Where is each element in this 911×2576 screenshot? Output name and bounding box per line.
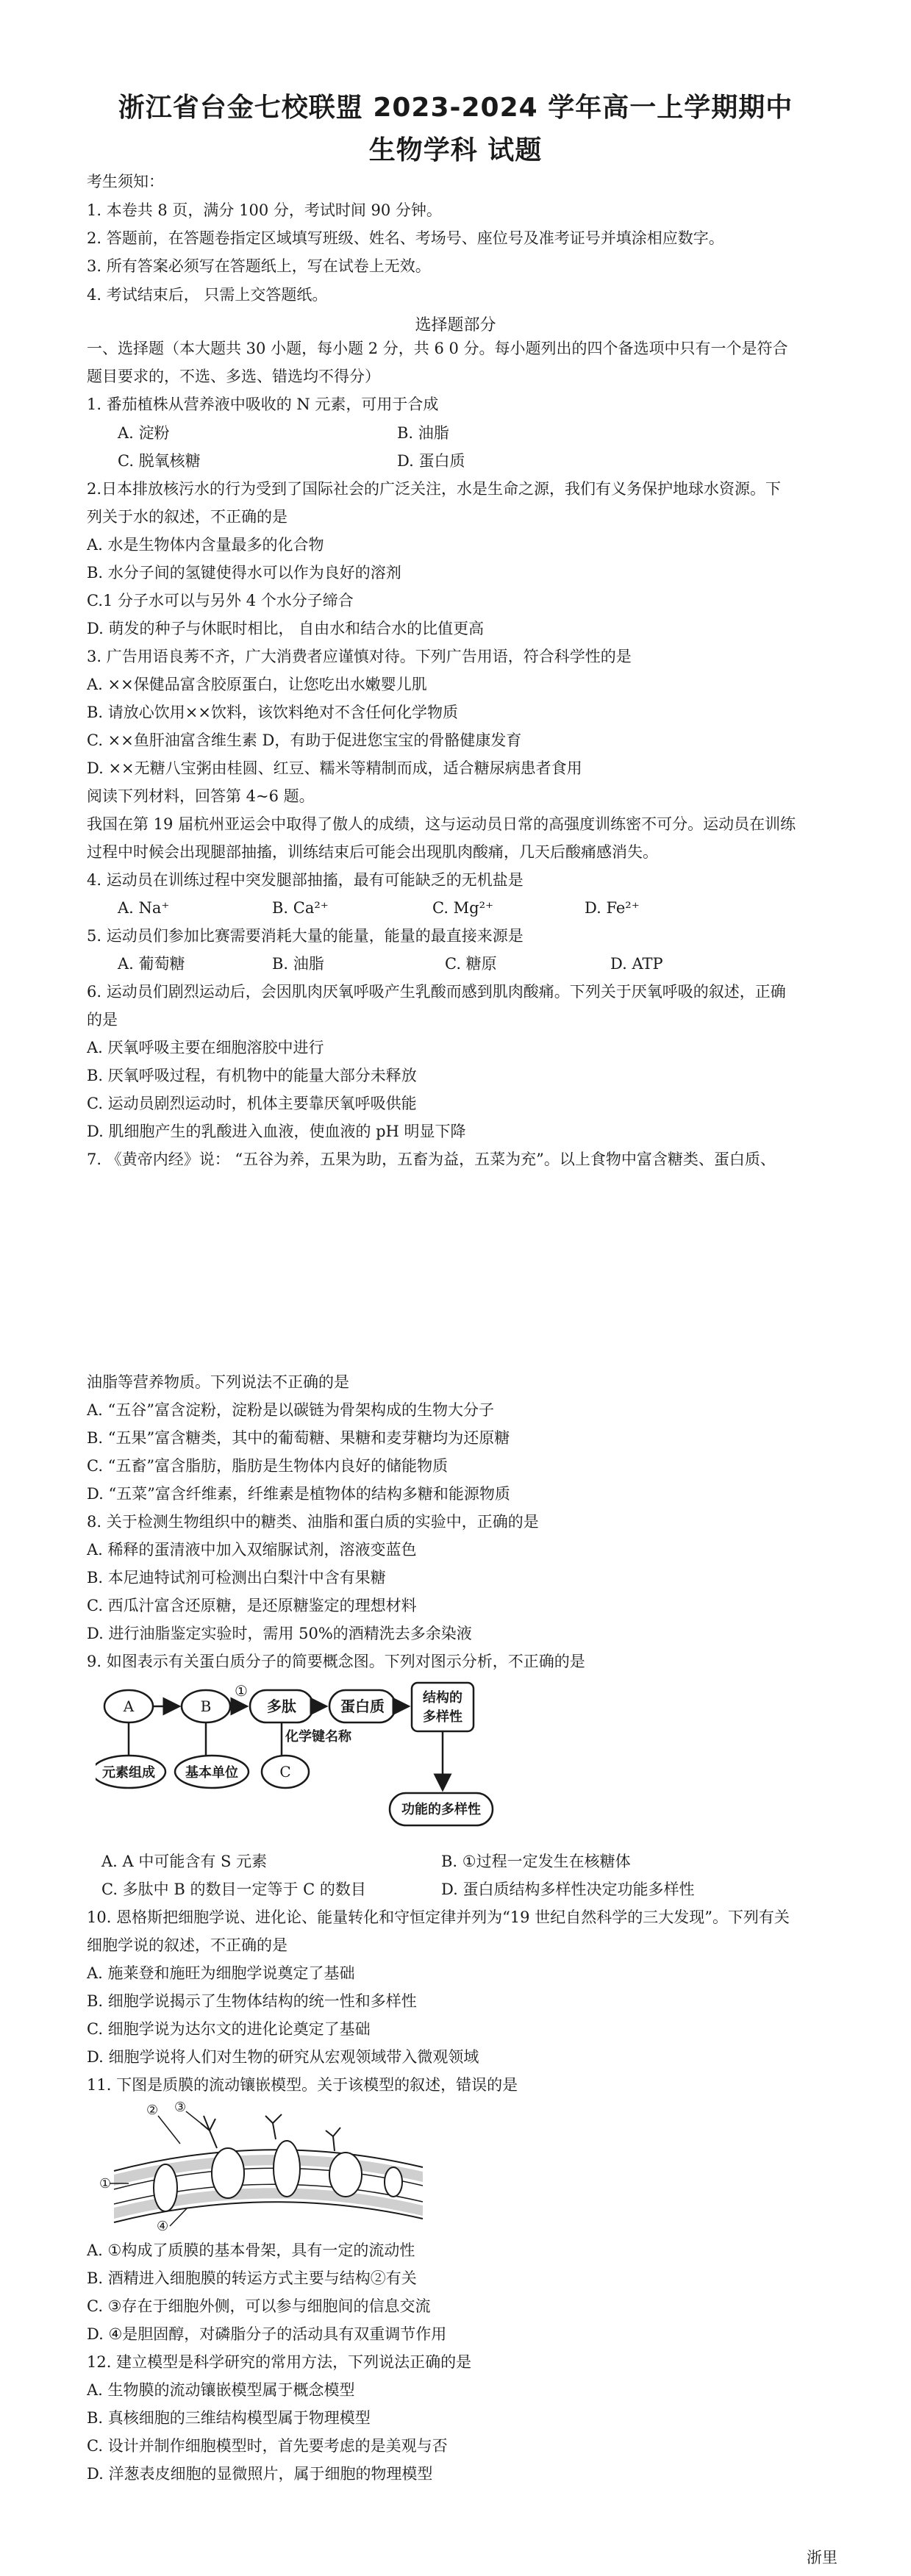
option-b: B. 油脂	[272, 955, 324, 973]
question-stem: 7. 《黄帝内经》说： “五谷为养，五果为助，五畜为益，五菜为充”。以上食物中富含糖类、蛋白质、	[87, 1151, 776, 1168]
option-c: C. ③存在于细胞外侧，可以参与细胞间的信息交流	[87, 2297, 431, 2315]
node-c-label: C	[279, 1763, 291, 1781]
option-d: D. ××无糖八宝粥由桂圆、红豆、糯米等精制而成，适合糖尿病患者食用	[87, 759, 582, 777]
question-stem: 11. 下图是质膜的流动镶嵌模型。关于该模型的叙述，错误的是	[87, 2076, 518, 2094]
option-b: B. ①过程一定发生在核糖体	[441, 1853, 631, 1870]
option-a: A. ①构成了质膜的基本骨架，具有一定的流动性	[87, 2242, 415, 2259]
option-c: C. ××鱼肝油富含维生素 D，有助于促进您宝宝的骨骼健康发育	[87, 731, 522, 749]
option-a: A. 水是生物体内含量最多的化合物	[87, 536, 324, 554]
option-b: B. 水分子间的氢键使得水可以作为良好的溶剂	[87, 564, 401, 582]
node-a-label: A	[123, 1697, 135, 1715]
option-b: B. 请放心饮用××饮料，该饮料绝对不含任何化学物质	[87, 704, 458, 721]
option-c: C. 糖原	[445, 955, 497, 973]
unit-label: 基本单位	[185, 1765, 238, 1781]
option-a: A. A 中可能含有 S 元素	[101, 1853, 268, 1870]
option-d: D. 进行油脂鉴定实验时，需用 50%的酒精洗去多余染液	[87, 1625, 472, 1642]
material-intro: 阅读下列材料，回答第 4~6 题。	[87, 787, 315, 805]
option-c: C. Mg²⁺	[432, 899, 494, 917]
question-stem: 列关于水的叙述，不正确的是	[87, 508, 287, 526]
notes-heading: 考生须知：	[87, 173, 164, 190]
option-d: D. ④是胆固醇，对磷脂分子的活动具有双重调节作用	[87, 2325, 447, 2343]
option-b: B. 本尼迪特试剂可检测出白梨汁中含有果糖	[87, 1569, 386, 1586]
option-a: A. 稀释的蛋清液中加入双缩脲试剂，溶液变蓝色	[87, 1541, 417, 1559]
protein-label: 蛋白质	[340, 1697, 385, 1715]
option-a: A. “五谷”富含淀粉，淀粉是以碳链为骨架构成的生物大分子	[87, 1401, 494, 1419]
question-stem: 5. 运动员们参加比赛需要消耗大量的能量，能量的最直接来源是	[87, 927, 524, 945]
section-intro: 一、选择题（本大题共 30 小题，每小题 2 分，共 6 0 分。每小题列出的四个备选项中只有一个是符合	[87, 340, 788, 357]
note-item: 4. 考试结束后， 只需上交答题纸。	[87, 286, 328, 304]
option-d: D. Fe²⁺	[585, 899, 640, 917]
section-title: 选择题部分	[415, 316, 496, 334]
option-a: A. 厌氧呼吸主要在细胞溶胶中进行	[87, 1039, 324, 1056]
option-b: B. 真核细胞的三维结构模型属于物理模型	[87, 2409, 371, 2427]
label-1: ①	[99, 2176, 112, 2192]
note-item: 1. 本卷共 8 页，满分 100 分，考试时间 90 分钟。	[87, 201, 442, 219]
material-text: 过程中时候会出现腿部抽搐，训练结束后可能会出现肌肉酸痛，几天后酸痛感消失。	[87, 843, 658, 861]
option-a: A. 淀粉	[118, 424, 170, 442]
option-c: C. 多肽中 B 的数目一定等于 C 的数目	[101, 1881, 366, 1898]
question-stem: 细胞学说的叙述，不正确的是	[87, 1936, 287, 1954]
question-stem: 4. 运动员在训练过程中突发腿部抽搐，最有可能缺乏的无机盐是	[87, 871, 524, 889]
question-stem: 6. 运动员们剧烈运动后，会因肌肉厌氧呼吸产生乳酸而感到肌肉酸痛。下列关于厌氧呼吸的叙述，正确	[87, 983, 786, 1001]
option-c: C. 细胞学说为达尔文的进化论奠定了基础	[87, 2020, 371, 2038]
material-text: 我国在第 19 届杭州亚运会中取得了傲人的成绩，这与运动员日常的高强度训练密不可分。运动员在训练	[87, 815, 796, 833]
option-b: B. Ca²⁺	[272, 899, 329, 917]
structure-label-2: 多样性	[423, 1709, 462, 1725]
option-d: D. 肌细胞产生的乳酸进入血液，使血液的 pH 明显下降	[87, 1123, 466, 1140]
option-d: D. 蛋白质	[397, 452, 465, 470]
label-4: ④	[157, 2219, 169, 2233]
protein-concept-diagram	[96, 1680, 507, 1845]
function-label: 功能的多样性	[401, 1802, 481, 1817]
option-c: C. “五畜”富含脂肪，脂肪是生物体内良好的储能物质	[87, 1457, 449, 1475]
fluid-mosaic-membrane-diagram	[99, 2101, 437, 2233]
note-item: 2. 答题前，在答题卷指定区域填写班级、姓名、考场号、座位号及准考证号并填涂相应数字。	[87, 229, 724, 247]
element-label: 元素组成	[102, 1765, 155, 1781]
question-stem: 12. 建立模型是科学研究的常用方法，下列说法正确的是	[87, 2353, 472, 2371]
question-stem: 的是	[87, 1011, 118, 1028]
option-d: D. ATP	[610, 955, 663, 973]
question-stem: 2.日本排放核污水的行为受到了国际社会的广泛关注，水是生命之源，我们有义务保护地球水资源。下	[87, 480, 782, 498]
option-d: D. 蛋白质结构多样性决定功能多样性	[441, 1881, 695, 1898]
polypeptide-label: 多肽	[267, 1697, 296, 1715]
option-a: A. 施莱登和施旺为细胞学说奠定了基础	[87, 1964, 355, 1982]
option-a: A. 葡萄糖	[118, 955, 185, 973]
option-a: A. Na⁺	[118, 899, 170, 917]
option-a: A. ××保健品富含胶原蛋白，让您吃出水嫩婴儿肌	[87, 676, 427, 693]
question-stem: 10. 恩格斯把细胞学说、进化论、能量转化和守恒定律并列为“19 世纪自然科学的三大发现”。下列有关	[87, 1908, 790, 1926]
step-marker: ①	[235, 1682, 248, 1700]
option-d: D. 细胞学说将人们对生物的研究从宏观领域带入微观领域	[87, 2048, 479, 2066]
option-b: B. 细胞学说揭示了生物体结构的统一性和多样性	[87, 1992, 417, 2010]
question-stem: 油脂等营养物质。下列说法不正确的是	[87, 1373, 349, 1391]
bond-label: 化学键名称	[285, 1729, 351, 1745]
node-b-label: B	[200, 1697, 212, 1715]
option-b: B. 厌氧呼吸过程，有机物中的能量大部分未释放	[87, 1067, 417, 1084]
option-d: D. 洋葱表皮细胞的显微照片，属于细胞的物理模型	[87, 2465, 433, 2483]
option-d: D. 萌发的种子与休眠时相比， 自由水和结合水的比值更高	[87, 620, 485, 637]
structure-label-1: 结构的	[423, 1690, 462, 1706]
exam-title: 浙江省台金七校联盟 2023-2024 学年高一上学期期中	[118, 93, 793, 123]
option-a: A. 生物膜的流动镶嵌模型属于概念模型	[87, 2381, 355, 2399]
question-stem: 9. 如图表示有关蛋白质分子的简要概念图。下列对图示分析，不正确的是	[87, 1653, 585, 1670]
option-d: D. “五菜”富含纤维素，纤维素是植物体的结构多糖和能源物质	[87, 1485, 510, 1503]
option-c: C. 设计并制作细胞模型时，首先要考虑的是美观与否	[87, 2437, 448, 2455]
label-2: ②	[146, 2103, 159, 2118]
question-stem: 8. 关于检测生物组织中的糖类、油脂和蛋白质的实验中，正确的是	[87, 1513, 539, 1531]
option-c: C. 西瓜汁富含还原糖，是还原糖鉴定的理想材料	[87, 1597, 417, 1614]
footer-mark: 浙里	[807, 2549, 837, 2566]
exam-subtitle: 生物学科 试题	[368, 135, 543, 165]
option-c: C. 运动员剧烈运动时，机体主要靠厌氧呼吸供能	[87, 1095, 417, 1112]
option-b: B. “五果”富含糖类，其中的葡萄糖、果糖和麦芽糖均为还原糖	[87, 1429, 510, 1447]
option-b: B. 油脂	[397, 424, 449, 442]
question-stem: 1. 番茄植株从营养液中吸收的 N 元素，可用于合成	[87, 396, 439, 413]
option-c: C. 脱氧核糖	[118, 452, 201, 470]
section-intro: 题目要求的，不选、多选、错选均不得分）	[87, 368, 380, 385]
label-3: ③	[174, 2101, 187, 2115]
question-stem: 3. 广告用语良莠不齐，广大消费者应谨慎对待。下列广告用语，符合科学性的是	[87, 648, 632, 665]
note-item: 3. 所有答案必须写在答题纸上，写在试卷上无效。	[87, 257, 431, 275]
option-b: B. 酒精进入细胞膜的转运方式主要与结构②有关	[87, 2269, 417, 2287]
option-c: C.1 分子水可以与另外 4 个水分子缔合	[87, 592, 354, 609]
